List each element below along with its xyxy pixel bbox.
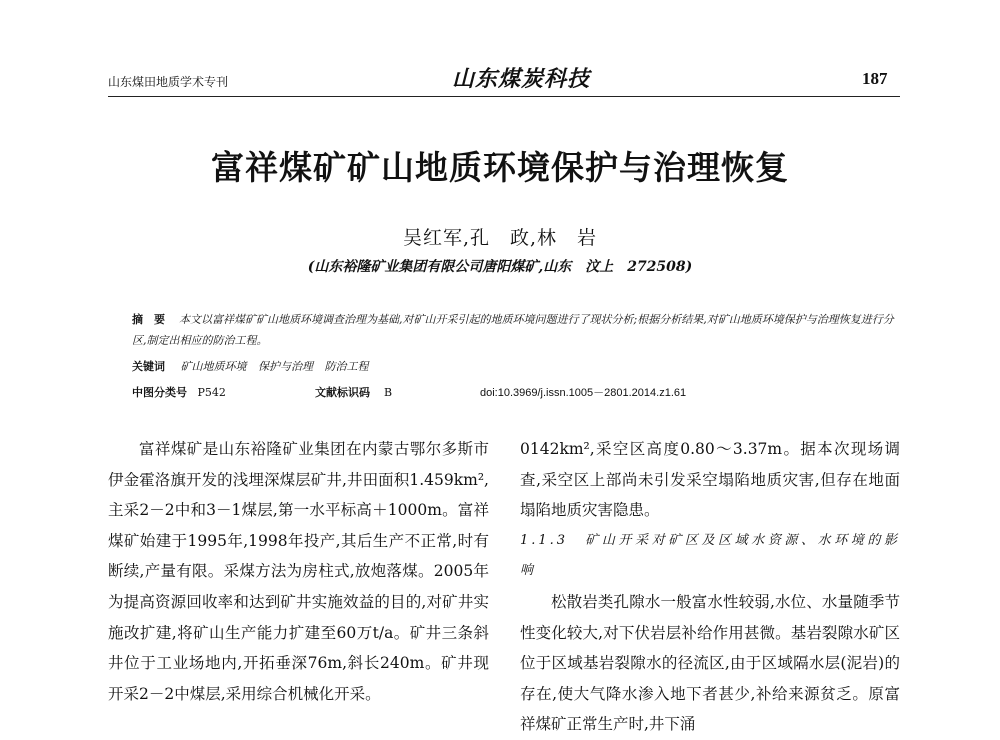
doc-code-field — [315, 384, 392, 400]
doc-code-value: B — [384, 386, 393, 399]
affiliation: (山东裕隆矿业集团有限公司唐阳煤矿,山东 汶上 272508) — [307, 259, 693, 275]
keyword-item: 保护与治理 — [258, 360, 313, 373]
body-paragraph: 富祥煤矿是山东裕隆矿业集团在内蒙古鄂尔多斯市伊金霍洛旗开发的浅埋深煤层矿井,井田面积1.459km²,主采2－2中和3－1煤层,第一水平标高＋1000m。富祥煤矿始建于1995年,1998年投产,其后生产不正常,时有断续,产量有限。采煤方法为房柱式,放炮落煤。2005年为提高资源回收率和达到矿井实施效益的目的,对矿井实施改扩建,将矿山生产能力扩建至60万t/a。矿井三条斜井位于工业场地内,开拓垂深76m,斜长240m。矿井现开采2－2中煤层,采用综合机械化开采。 — [108, 440, 489, 703]
page-number: 187 — [862, 69, 888, 88]
keywords-label: 关键词 — [132, 360, 165, 373]
clc-value: P542 — [197, 386, 226, 399]
abstract-label: 摘 要 — [132, 313, 165, 326]
abstract-text: 本文以富祥煤矿矿山地质环境调查治理为基础,对矿山开采引起的地质环境问题进行了现状分析;根据分析结果,对矿山地质环境保护与治理恢复进行分区,制定出相应的防治工程。 — [132, 313, 894, 347]
journal-logo: 山东煤炭科技 — [452, 66, 591, 92]
author-list: 吴红军,孔 政,林 岩 — [402, 227, 598, 249]
abstract — [132, 309, 900, 351]
section-heading: 1.1.3 矿山开采对矿区及区域水资源、水环境的影响 — [520, 532, 900, 579]
clc-field — [132, 384, 226, 400]
header-rule — [108, 96, 900, 97]
running-header-journal: 山东煤田地质学术专刊 — [108, 75, 229, 89]
keywords — [132, 358, 377, 374]
doi: doi:10.3969/j.issn.1005－2801.2014.z1.61 — [480, 387, 687, 399]
keyword-item: 矿山地质环境 — [180, 360, 247, 373]
paper-title: 富祥煤矿矿山地质环境保护与治理恢复 — [211, 148, 789, 187]
doc-code-label: 文献标识码 — [315, 386, 370, 399]
body-column-right — [520, 434, 900, 740]
body-paragraph: 0142km²,采空区高度0.80～3.37m。据本次现场调查,采空区上部尚未引发采空塌陷地质灾害,但存在地面塌陷地质灾害隐患。 — [520, 440, 900, 520]
body-column-left — [108, 434, 489, 709]
keyword-item: 防治工程 — [324, 360, 369, 373]
body-paragraph: 松散岩类孔隙水一般富水性较弱,水位、水量随季节性变化较大,对下伏岩层补给作用甚微。基岩裂隙水矿区位于区域基岩裂隙水的径流区,由于区域隔水层(泥岩)的存在,使大气降水渗入地下者甚少,补给来源贫乏。原富祥煤矿正常生产时,井下涌 — [520, 592, 900, 734]
clc-label: 中图分类号 — [132, 386, 187, 399]
